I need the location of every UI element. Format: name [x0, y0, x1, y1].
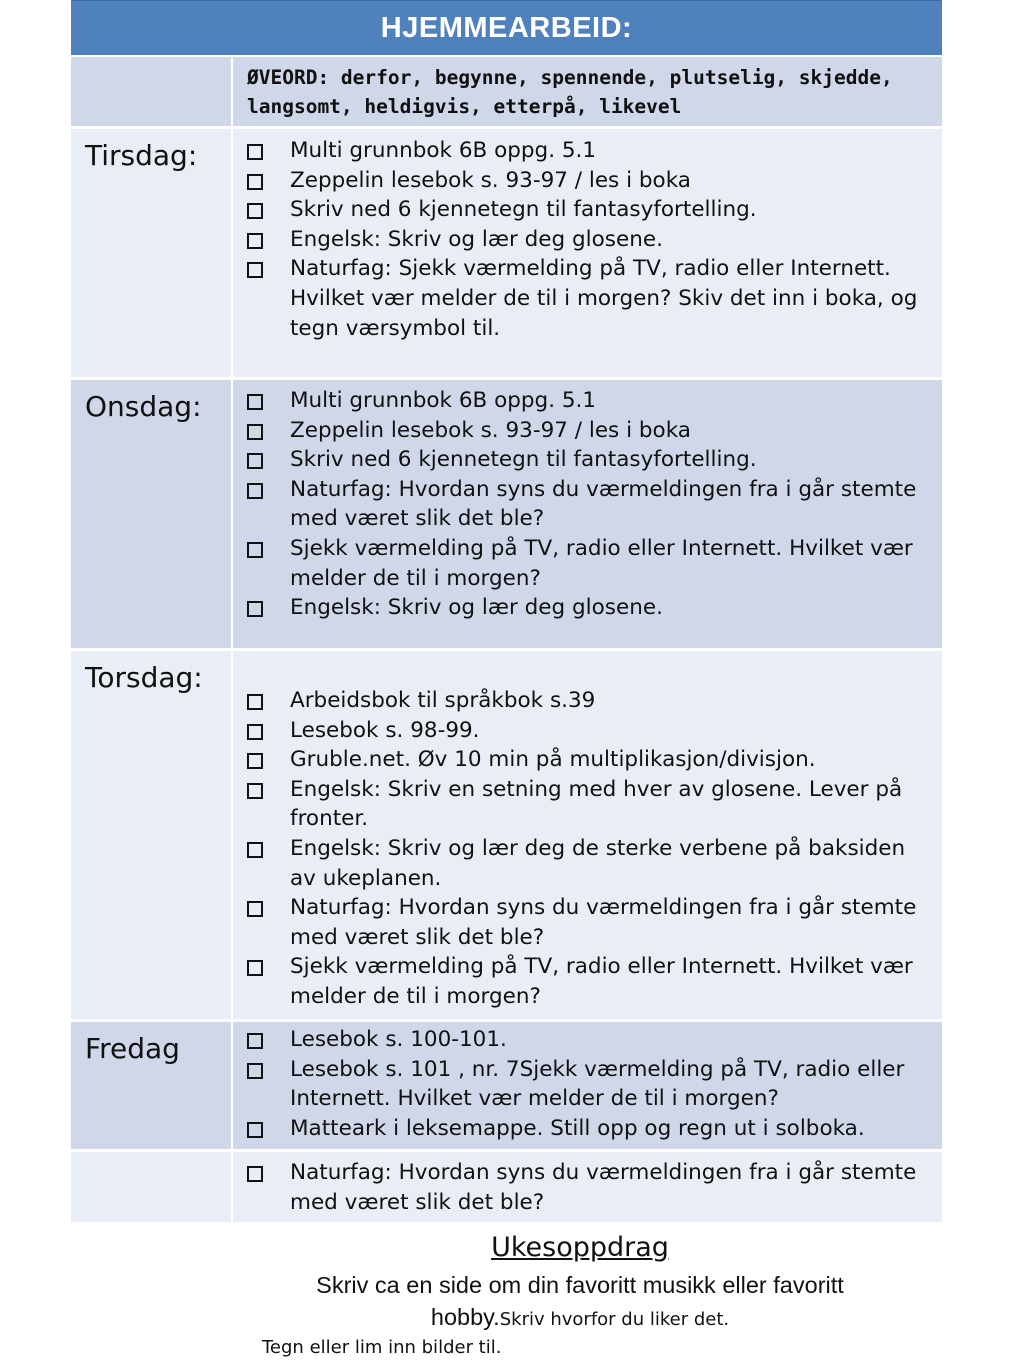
list-item [247, 225, 934, 255]
checkbox-icon [247, 901, 263, 917]
task-text: Skriv ned 6 kjennetegn til fantasyfortelling. [290, 447, 757, 473]
task-text: Engelsk: Skriv en setning med hver av glosene. Lever på fronter. [290, 776, 903, 832]
list-item [247, 475, 934, 534]
day-row-fredag [71, 1022, 942, 1149]
task-text: Arbeidsbok til språkbok s.39 [290, 688, 596, 713]
task-text: Naturfag: Hvordan syns du værmeldingen fra i går stemte med været slik det ble? [290, 895, 917, 950]
oveord-text: ØVEORD: derfor, begynne, spennende, plutselig, skjedde, langsomt, heldigvis, etterpå, likevel [247, 66, 893, 118]
task-text: Skriv ned 6 kjennetegn til fantasyfortelling. [290, 197, 757, 223]
day-cell [71, 57, 231, 126]
day-cell [71, 1022, 231, 1149]
list-item [247, 1055, 934, 1114]
list-item [247, 893, 934, 952]
oveord-cell [233, 57, 942, 126]
list-item [247, 416, 934, 446]
list-item [247, 534, 934, 593]
checkbox-icon [247, 783, 263, 799]
weekly-title: Ukesoppdrag [491, 1232, 669, 1263]
checkbox-icon [247, 1166, 263, 1182]
task-text: Gruble.net. Øv 10 min på multiplikasjon/divisjon. [290, 747, 816, 773]
list-item [247, 952, 934, 1011]
task-list [247, 136, 934, 343]
weekly-text-part: hobby. [430, 1304, 500, 1330]
checkbox-icon [247, 483, 263, 499]
task-text: Lesebok s. 100-101. [290, 1027, 507, 1052]
task-text: Lesebok s. 101 , nr. 7Sjekk værmelding på TV, radio eller Internett. Hvilket vær melder de til i morgen? [290, 1056, 905, 1112]
checkbox-icon [247, 394, 263, 410]
list-item [247, 716, 934, 746]
task-text: Zeppelin lesebok s. 93-97 / les i boka [290, 167, 691, 193]
task-text: Naturfag: Hvordan syns du værmeldingen fra i går stemte med været slik det ble? [290, 476, 917, 532]
checkbox-icon [247, 174, 263, 190]
task-text: Engelsk: Skriv og lær deg glosene. [290, 226, 663, 252]
task-text: Multi grunnbok 6B oppg. 5.1 [290, 138, 597, 163]
list-item [247, 593, 934, 623]
task-list [247, 1158, 934, 1217]
task-text: Engelsk: Skriv og lær deg glosene. [290, 595, 663, 621]
task-text: Lesebok s. 98-99. [290, 717, 480, 743]
checkbox-icon [247, 960, 263, 976]
checkbox-icon [247, 1122, 263, 1138]
task-text: Zeppelin lesebok s. 93-97 / les i boka [290, 417, 691, 443]
task-cell [233, 1022, 942, 1149]
list-item [247, 166, 934, 196]
oveord-row [71, 57, 942, 126]
task-text: Matteark i leksemappe. Still opp og regn ut i solboka. [290, 1115, 865, 1141]
checkbox-icon [247, 262, 263, 278]
day-cell [71, 380, 231, 648]
page-title: HJEMMEARBEID: [380, 11, 633, 44]
task-text: Sjekk værmelding på TV, radio eller Internett. Hvilket vær melder de til i morgen? [290, 954, 913, 1009]
table-header [71, 0, 942, 55]
task-text: Sjekk værmelding på TV, radio eller Internett. Hvilket vær melder de til i morgen? [290, 535, 913, 591]
checkbox-icon [247, 753, 263, 769]
day-label: Fredag [85, 1032, 180, 1065]
weekly-text-line: Skriv ca en side om din favoritt musikk eller favoritt [316, 1272, 844, 1298]
list-item [247, 136, 934, 166]
day-label: Onsdag: [85, 390, 202, 423]
list-item [247, 386, 934, 416]
list-item [247, 195, 934, 225]
task-cell [233, 380, 942, 648]
checkbox-icon [247, 1033, 263, 1049]
checkbox-icon [247, 724, 263, 740]
day-label: Tirsdag: [85, 139, 198, 172]
list-item [247, 775, 934, 834]
task-list [247, 386, 934, 623]
weekly-text-line [0, 1304, 1024, 1331]
day-row-extra [71, 1152, 942, 1222]
checkbox-icon [247, 233, 263, 249]
list-item [247, 1158, 934, 1217]
weekly-text-part: Skriv hvorfor du liker det. [499, 1309, 730, 1330]
checkbox-icon [247, 694, 263, 710]
checkbox-icon [247, 842, 263, 858]
list-item [247, 745, 934, 775]
day-cell [71, 129, 231, 377]
day-row-torsdag [71, 651, 942, 1019]
day-row-tirsdag [71, 129, 942, 377]
day-row-onsdag [71, 380, 942, 648]
day-label: Torsdag: [85, 661, 203, 694]
checkbox-icon [247, 453, 263, 469]
task-cell [233, 651, 942, 1019]
task-list [247, 686, 934, 1012]
list-item [247, 445, 934, 475]
day-cell [71, 1152, 231, 1222]
list-item [247, 1114, 934, 1144]
checkbox-icon [247, 144, 263, 160]
list-item [247, 834, 934, 893]
checkbox-icon [247, 203, 263, 219]
list-item [247, 254, 934, 343]
checkbox-icon [247, 1063, 263, 1079]
task-text: Naturfag: Hvordan syns du værmeldingen fra i går stemte med været slik det ble? [290, 1160, 917, 1215]
task-text: Naturfag: Sjekk værmelding på TV, radio eller Internett. Hvilket vær melder de til i morgen? Skiv det inn i boka, og tegn værsymbol til. [290, 256, 918, 341]
task-cell [233, 1152, 942, 1222]
task-text: Engelsk: Skriv og lær deg de sterke verbene på baksiden av ukeplanen. [290, 835, 906, 891]
day-cell [71, 651, 231, 1019]
task-list [247, 1025, 934, 1143]
task-text: Multi grunnbok 6B oppg. 5.1 [290, 388, 597, 413]
weekly-text-line: Tegn eller lim inn bilder til. [262, 1337, 502, 1358]
checkbox-icon [247, 424, 263, 440]
task-cell [233, 129, 942, 377]
checkbox-icon [247, 542, 263, 558]
checkbox-icon [247, 601, 263, 617]
list-item [247, 1025, 934, 1055]
list-item [247, 686, 934, 716]
